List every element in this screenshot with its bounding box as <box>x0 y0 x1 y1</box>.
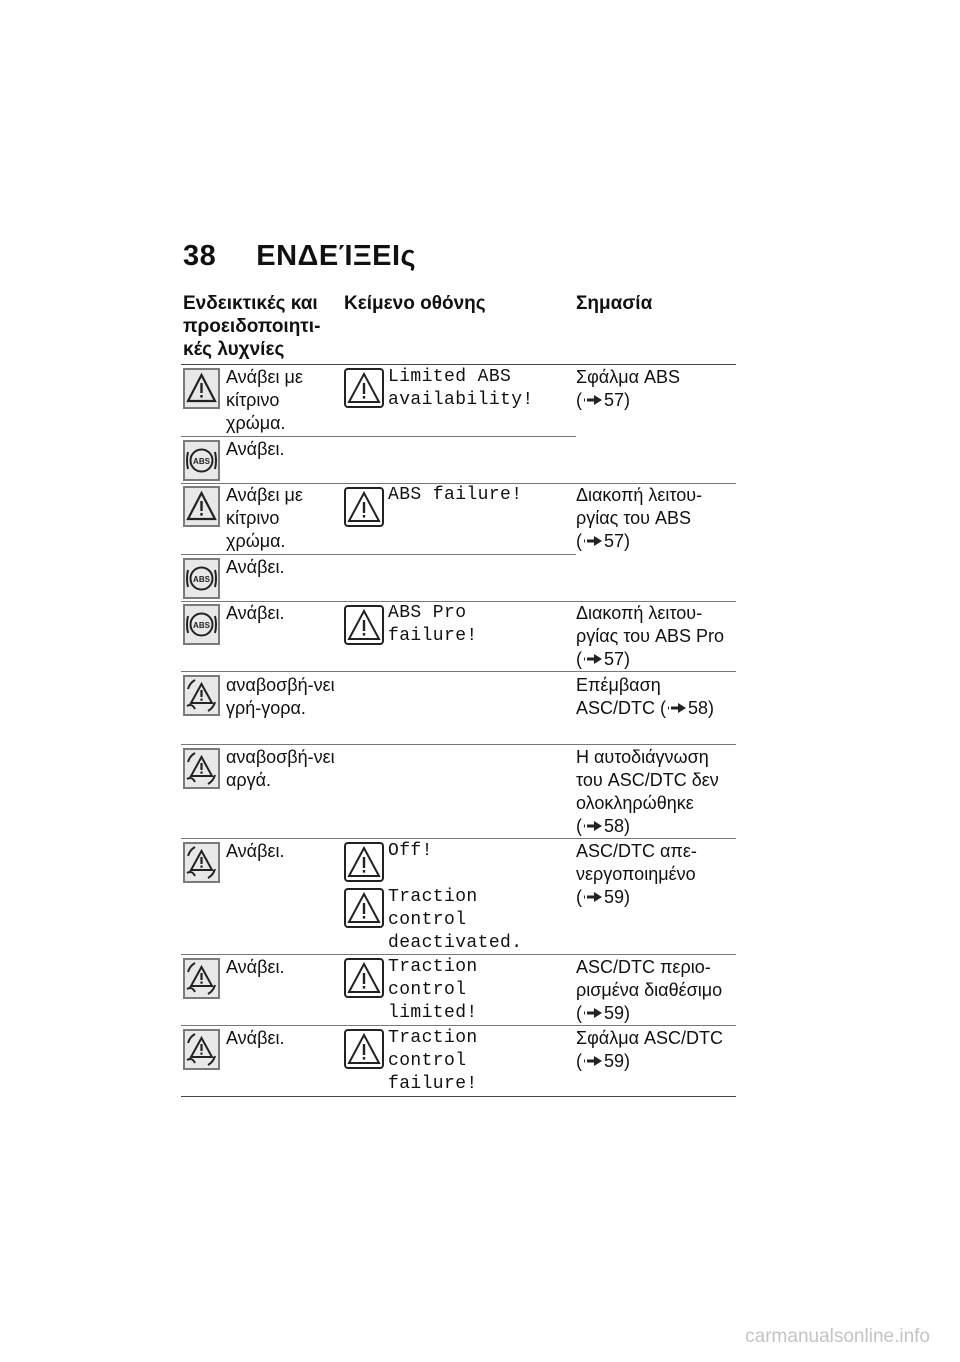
lamp-state: Ανάβει. <box>226 557 285 577</box>
lamp-state: Ανάβει με κίτρινο χρώμα. <box>226 485 303 551</box>
column-header-display-text: Κείμενο οθόνης <box>344 293 486 314</box>
page-reference-arrow-icon <box>668 703 686 713</box>
display-text: Limited ABS availability! <box>388 367 534 410</box>
column-header-meaning: Σημασία <box>576 293 653 314</box>
display-text: Traction control deactivated. <box>388 887 523 953</box>
display-text: Off! <box>388 841 433 861</box>
page-reference-arrow-icon <box>584 536 602 546</box>
meaning-text: Διακοπή λειτου-ργίας του ABS ( 57) <box>576 485 703 551</box>
table-divider <box>181 1096 736 1097</box>
table-divider <box>181 838 736 839</box>
lamp-state: Ανάβει. <box>226 957 285 977</box>
display-text: ABS Pro failure! <box>388 603 478 646</box>
page-reference: 57 <box>604 531 625 551</box>
watermark[interactable]: carmanualsonline.info <box>745 1326 930 1347</box>
page-reference: 59 <box>604 887 625 907</box>
page-number: 38 <box>183 240 217 272</box>
meaning-text: Επέμβαση ASC/DTC ( 58) <box>576 675 715 718</box>
meaning-text: ASC/DTC περιο-ρισμένα διαθέσιμο ( 59) <box>576 957 723 1023</box>
lamp-state: αναβοσβή-νει αργά. <box>226 747 335 790</box>
display-warning-icon <box>344 842 384 882</box>
lamp-state: αναβοσβή-νει γρή-γορα. <box>226 675 335 718</box>
column-header-lamps: Ενδεικτικές και προειδοποιητι- κές λυχνίες <box>183 293 321 360</box>
table-divider <box>181 554 576 555</box>
traction-control-icon <box>183 958 220 999</box>
display-warning-icon <box>344 958 384 998</box>
traction-control-icon <box>183 1029 220 1070</box>
traction-control-icon <box>183 842 220 883</box>
abs-icon <box>183 558 220 599</box>
svg-text:ABS: ABS <box>193 457 210 466</box>
display-warning-icon <box>344 888 384 928</box>
meaning-text: Η αυτοδιάγνωση του ASC/DTC δεν ολοκληρώθηκε ( 58) <box>576 747 719 836</box>
page-reference: 59 <box>604 1051 625 1071</box>
lamp-state: Ανάβει. <box>226 1028 285 1048</box>
chapter-title: ΕΝΔΕΊΞΕΙς <box>256 240 417 272</box>
display-text: Traction control limited! <box>388 957 478 1023</box>
meaning-text: Σφάλμα ABS ( 57) <box>576 367 681 410</box>
page-title <box>183 240 416 273</box>
warning-triangle-icon <box>183 486 220 527</box>
page-reference-arrow-icon <box>584 1056 602 1066</box>
display-warning-icon <box>344 1029 384 1069</box>
lamp-state: Ανάβει. <box>226 603 285 623</box>
page-reference-arrow-icon <box>584 395 602 405</box>
meaning-text: ASC/DTC απε-νεργοποιημένο ( 59) <box>576 841 697 907</box>
page-reference: 57 <box>604 390 625 410</box>
abs-icon <box>183 440 220 481</box>
table-divider <box>181 364 736 365</box>
svg-text:ABS: ABS <box>193 621 210 630</box>
display-text: Traction control failure! <box>388 1028 478 1094</box>
traction-control-icon <box>183 748 220 789</box>
meaning-text: Σφάλμα ASC/DTC ( 59) <box>576 1028 723 1071</box>
page-reference: 57 <box>604 649 625 669</box>
lamp-state: Ανάβει. <box>226 439 285 459</box>
page-reference-arrow-icon <box>584 1008 602 1018</box>
traction-control-icon <box>183 675 220 716</box>
display-warning-icon <box>344 487 384 527</box>
warning-triangle-icon <box>183 368 220 409</box>
display-warning-icon <box>344 605 384 645</box>
display-text: ABS failure! <box>388 485 523 505</box>
page-reference-arrow-icon <box>584 654 602 664</box>
page-reference: 58 <box>688 698 709 718</box>
svg-text:ABS: ABS <box>193 575 210 584</box>
page-reference: 59 <box>604 1003 625 1023</box>
page-reference: 58 <box>604 816 625 836</box>
table-divider <box>181 744 736 745</box>
abs-icon <box>183 604 220 645</box>
table-divider <box>181 1025 736 1026</box>
page-reference-arrow-icon <box>584 892 602 902</box>
lamp-state: Ανάβει. <box>226 841 285 861</box>
table-divider <box>181 671 736 672</box>
page-reference-arrow-icon <box>584 821 602 831</box>
meaning-text: Διακοπή λειτου-ργίας του ABS Pro ( 57) <box>576 603 725 669</box>
lamp-state: Ανάβει με κίτρινο χρώμα. <box>226 367 303 433</box>
table-divider <box>181 436 576 437</box>
display-warning-icon <box>344 368 384 408</box>
